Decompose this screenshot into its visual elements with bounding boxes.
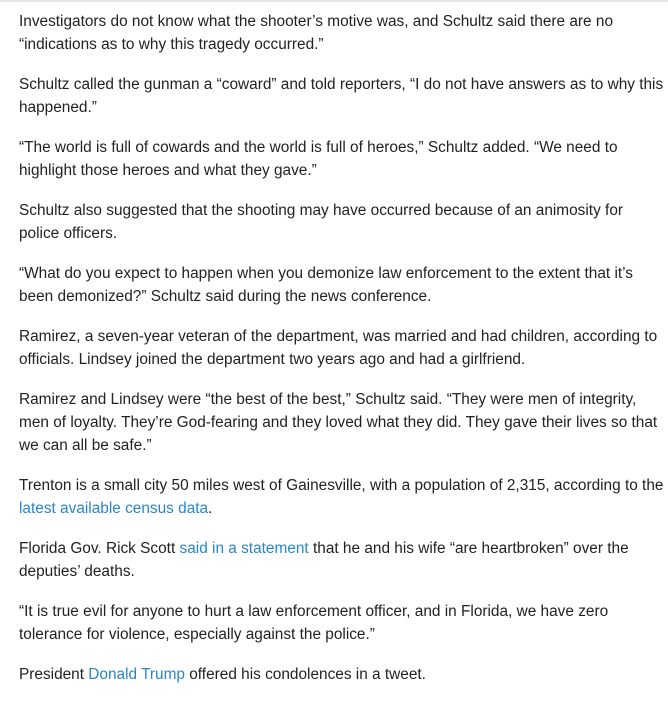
paragraph-president — [19, 663, 664, 686]
paragraph-trenton-text: Trenton is a small city 50 miles west of Gainesville, with a population of 2,315, according to the — [19, 477, 664, 494]
census-data-link[interactable]: latest available census data — [19, 500, 209, 517]
paragraph-coward: Schultz called the gunman a “coward” and told reporters, “I do not have answers as to why this happened.” — [19, 76, 664, 116]
paragraph-trenton — [19, 474, 664, 520]
paragraph-president-text: President — [19, 666, 89, 683]
paragraph-best-of-best-quote: Ramirez and Lindsey were “the best of the best,” Schultz said. “They were men of integrity, men of loyalty. They’re God-fearing and they loved what they did. They gave their lives so that we can all be safe.” — [19, 391, 658, 454]
paragraph-governor — [19, 537, 664, 583]
paragraph-demonize-quote: “What do you expect to happen when you demonize law enforcement to the extent that it’s been demonized?” Schultz said during the news conference. — [19, 265, 634, 305]
paragraph-governor-text: Florida Gov. Rick Scott — [19, 540, 180, 557]
statement-link[interactable]: said in a statement — [179, 540, 309, 557]
article-body — [19, 10, 664, 686]
paragraph-trenton-end: . — [208, 500, 213, 517]
paragraph-motive: Investigators do not know what the shooter’s motive was, and Schultz said there are no “indications as to why this tragedy occurred.” — [19, 13, 614, 53]
paragraph-governor-end: that he and his wife “are heartbroken” over the deputies’ deaths. — [19, 540, 629, 580]
paragraph-animosity: Schultz also suggested that the shooting may have occurred because of an animosity for police officers. — [19, 202, 624, 242]
paragraph-officers-background: Ramirez, a seven-year veteran of the department, was married and had children, according to officials. Lindsey joined the department two years ago and had a girlfriend. — [19, 328, 658, 368]
donald-trump-link[interactable]: Donald Trump — [88, 666, 185, 683]
paragraph-president-end: offered his condolences in a tweet. — [184, 666, 426, 683]
paragraph-heroes-quote: “The world is full of cowards and the world is full of heroes,” Schultz added. “We need to highlight those heroes and what they gave.” — [19, 139, 618, 179]
paragraph-evil-quote: “It is true evil for anyone to hurt a law enforcement officer, and in Florida, we have zero tolerance for violence, especially against the police.” — [19, 603, 609, 643]
top-divider — [0, 0, 668, 2]
